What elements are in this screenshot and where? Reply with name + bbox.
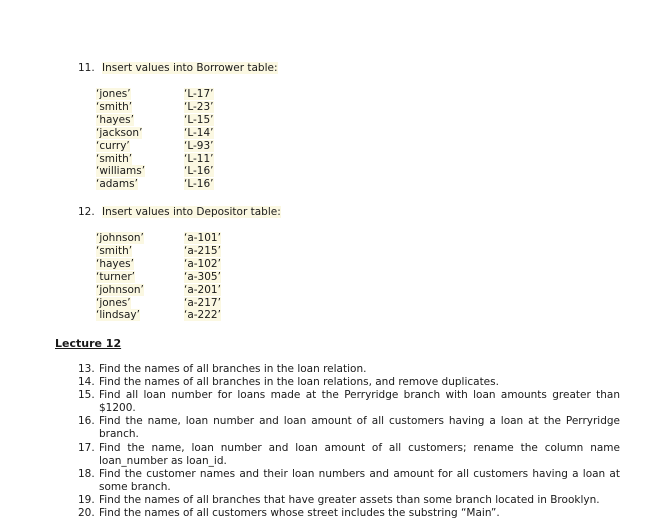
question-item (78, 494, 620, 507)
table-row (96, 309, 221, 322)
account-number-cell: ‘a-215’ (184, 244, 221, 257)
customer-name-cell: ‘hayes’ (96, 113, 134, 126)
question-number: 13. (78, 363, 95, 375)
table-row (96, 232, 221, 245)
account-number-cell: ‘L-23’ (184, 100, 214, 113)
table-row (96, 271, 221, 284)
table-row (96, 284, 221, 297)
question-text: Find the customer names and their loan numbers and amount for all customers having a loan at some branch. (99, 467, 620, 493)
customer-name-cell: ‘smith’ (96, 100, 133, 113)
question-number: 19. (78, 493, 95, 506)
customer-name-cell: ‘jones’ (96, 88, 131, 100)
question-item (78, 363, 620, 376)
question-item (78, 442, 620, 468)
table-row (96, 153, 214, 166)
section-12-heading (78, 206, 281, 218)
question-item (78, 468, 620, 494)
question-number: 16. (78, 415, 95, 428)
account-number-cell: ‘a-222’ (184, 309, 221, 322)
customer-name-cell: ‘curry’ (96, 139, 130, 152)
customer-name-cell: ‘williams’ (96, 165, 146, 178)
customer-name-cell: ‘johnson’ (96, 232, 144, 244)
question-item (78, 389, 620, 415)
customer-name-cell: ‘jones’ (96, 296, 131, 309)
account-number-cell: ‘L-14’ (184, 126, 214, 139)
account-number-cell: ‘L-16’ (184, 178, 214, 191)
question-text: Find all loan number for loans made at the Perryridge branch with loan amounts greater than $1200. (99, 389, 620, 415)
account-number-cell: ‘L-11’ (184, 152, 214, 165)
table-row (96, 114, 214, 127)
table-row (96, 88, 214, 101)
question-item (78, 507, 620, 520)
account-number-cell: ‘a-102’ (184, 257, 221, 270)
account-number-cell: ‘L-15’ (184, 113, 214, 126)
account-number-cell: ‘a-101’ (184, 232, 221, 244)
section-number: 12. (78, 206, 95, 218)
table-row (96, 101, 214, 114)
table-row (96, 297, 221, 310)
question-list (78, 363, 620, 520)
question-number: 17. (78, 441, 95, 454)
question-text: Find the name, loan number and loan amount of all customers; rename the column name loan_number as loan_id. (99, 441, 620, 467)
table-row (96, 140, 214, 153)
table-row (96, 178, 214, 191)
question-text: Find the name, loan number and loan amount of all customers having a loan at the Perryridge branch. (99, 415, 620, 441)
table-row (96, 245, 221, 258)
customer-name-cell: ‘hayes’ (96, 257, 134, 270)
table-row (96, 258, 221, 271)
customer-name-cell: ‘johnson’ (96, 283, 144, 296)
account-number-cell: ‘L-17’ (184, 88, 214, 100)
account-number-cell: ‘a-305’ (184, 270, 221, 283)
lecture-heading: Lecture 12 (55, 337, 122, 350)
table-row (96, 127, 214, 140)
question-number: 18. (78, 467, 95, 480)
question-number: 15. (78, 389, 95, 402)
question-item (78, 415, 620, 441)
section-number: 11. (78, 62, 95, 74)
account-number-cell: ‘a-201’ (184, 283, 221, 296)
borrower-values-table (96, 88, 214, 191)
section-11-heading (78, 62, 278, 74)
question-number: 14. (78, 376, 95, 389)
section-title: Insert values into Depositor table: (102, 206, 281, 218)
question-text: Find the names of all branches in the loan relation. (99, 363, 367, 375)
account-number-cell: ‘L-16’ (184, 165, 214, 178)
question-text: Find the names of all branches in the loan relations, and remove duplicates. (99, 376, 499, 389)
customer-name-cell: ‘lindsay’ (96, 309, 140, 322)
customer-name-cell: ‘smith’ (96, 152, 133, 165)
customer-name-cell: ‘smith’ (96, 244, 133, 257)
depositor-values-table (96, 232, 221, 322)
question-number: 20. (78, 507, 95, 520)
question-text: Find the names of all branches that have greater assets than some branch located in Brooklyn. (99, 493, 600, 506)
table-row (96, 165, 214, 178)
customer-name-cell: ‘jackson’ (96, 126, 143, 139)
customer-name-cell: ‘adams’ (96, 178, 138, 191)
account-number-cell: ‘a-217’ (184, 296, 221, 309)
question-item (78, 376, 620, 389)
section-title: Insert values into Borrower table: (102, 62, 278, 74)
customer-name-cell: ‘turner’ (96, 270, 136, 283)
question-text: Find the names of all customers whose street includes the substring “Main”. (99, 507, 500, 520)
account-number-cell: ‘L-93’ (184, 139, 214, 152)
